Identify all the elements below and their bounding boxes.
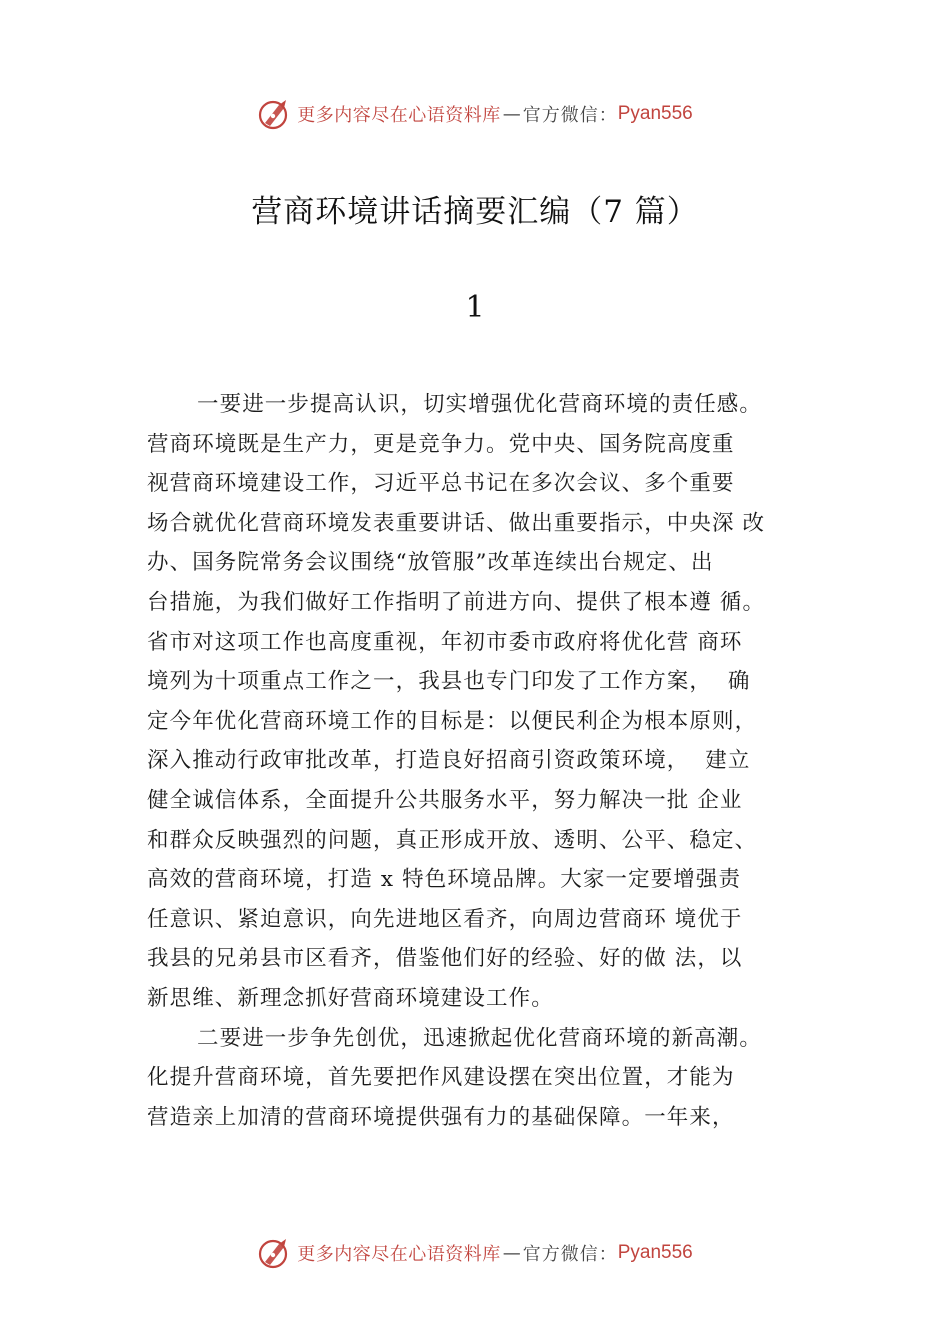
banner-brand-text: 更多内容尽在心语资料库 xyxy=(297,1244,501,1265)
paragraph-line: 任意识、紧迫意识，向先进地区看齐，向周边营商环 境优于 xyxy=(147,906,743,932)
banner-brand-text: 更多内容尽在心语资料库 xyxy=(297,105,501,126)
paragraph-line: 一要进一步提高认识，切实增强优化营商环境的责任感。 xyxy=(197,392,763,417)
paragraph-line: 二要进一步争先创优，迅速掀起优化营商环境的新高潮。 xyxy=(197,1025,763,1051)
section-number: 1 xyxy=(465,290,485,325)
banner-wechat-id: Pyan556 xyxy=(617,1242,693,1263)
footer-banner xyxy=(0,1233,950,1273)
banner-separator: — xyxy=(502,1242,521,1264)
banner-wechat-label: 官方微信： xyxy=(522,105,618,126)
paragraph-line: 境列为十项重点工作之一，我县也专门印发了工作方案， 确 xyxy=(147,669,751,695)
paragraph-line: 办、国务院常务会议围绕“放管服”改革连续出台规定、出 xyxy=(147,550,714,576)
paragraph-line: 台措施，为我们做好工作指明了前进方向、提供了根本遵 循。 xyxy=(147,589,766,615)
paragraph-line: 营商环境既是生产力，更是竞争力。党中央、国务院高度重 xyxy=(147,431,735,457)
banner-separator: — xyxy=(502,103,521,125)
paragraph-line: 定今年优化营商环境工作的目标是：以便民利企为根本原则， xyxy=(147,708,758,734)
paragraph-line: 深入推动行政审批改革，打造良好招商引资政策环境， 建立 xyxy=(147,748,751,774)
paragraph-line: 和群众反映强烈的问题，真正形成开放、透明、公平、稳定、 xyxy=(147,827,758,853)
document-title: 营商环境讲话摘要汇编（7 篇） xyxy=(251,194,699,230)
document-body xyxy=(147,385,842,1137)
paragraph-line: 视营商环境建设工作，习近平总书记在多次会议、多个重要 xyxy=(147,471,735,497)
paragraph-line: 营造亲上加清的营商环境提供强有力的基础保障。一年来， xyxy=(147,1104,735,1130)
paragraph-line: 新思维、新理念抓好营商环境建设工作。 xyxy=(147,985,554,1011)
pen-nib-logo-icon xyxy=(257,1236,291,1270)
paragraph-line: 健全诚信体系，全面提升公共服务水平，努力解决一批 企业 xyxy=(147,787,743,813)
paragraph-line: 化提升营商环境，首先要把作风建设摆在突出位置，才能为 xyxy=(147,1065,735,1091)
header-banner xyxy=(0,94,950,134)
paragraph-line: 我县的兄弟县市区看齐，借鉴他们好的经验、好的做 法，以 xyxy=(147,946,743,972)
paragraph-line: 高效的营商环境，打造 x 特色环境品牌。大家一定要增强责 xyxy=(147,867,742,893)
paragraph-line: 场合就优化营商环境发表重要讲话、做出重要指示，中央深 改 xyxy=(147,510,766,536)
paragraph-line: 省市对这项工作也高度重视，年初市委市政府将优化营 商环 xyxy=(147,629,743,655)
banner-wechat-label: 官方微信： xyxy=(522,1244,618,1265)
banner-wechat-id: Pyan556 xyxy=(617,103,693,124)
pen-nib-logo-icon xyxy=(257,97,291,131)
